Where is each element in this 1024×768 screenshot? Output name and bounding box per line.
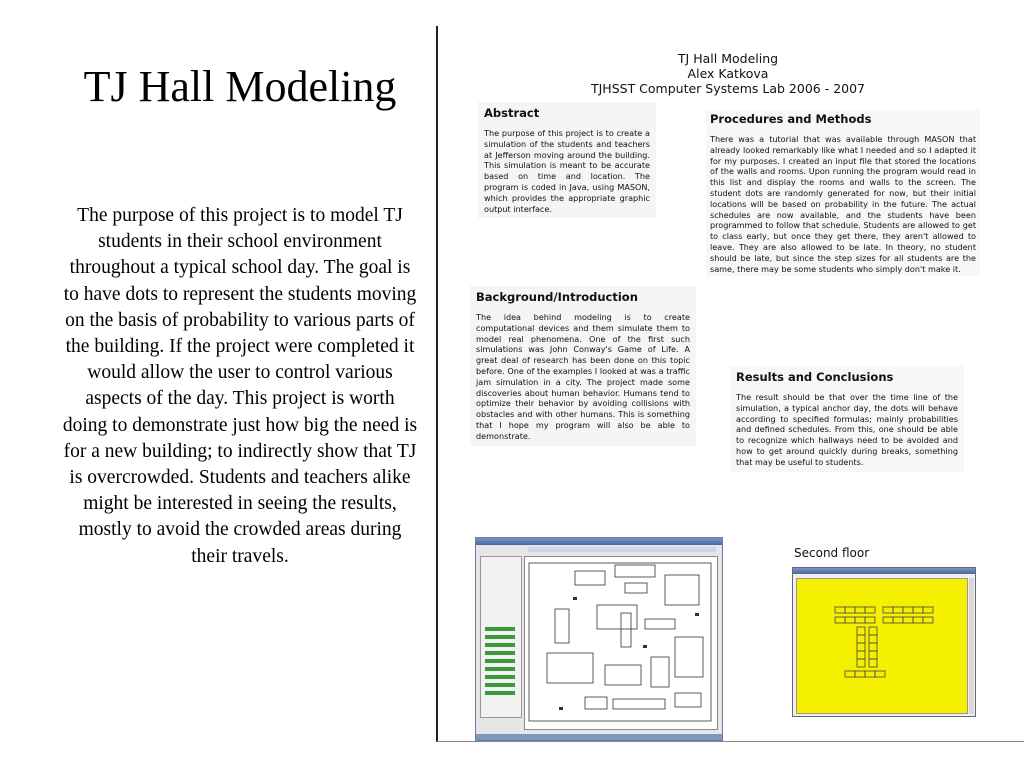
floor-plan-drawing bbox=[525, 557, 715, 727]
first-floor-screenshot bbox=[475, 537, 723, 741]
window-titlebar bbox=[793, 568, 975, 574]
poster-title: TJ Hall Modeling bbox=[677, 51, 779, 66]
window-titlebar bbox=[476, 538, 722, 545]
slide-title: TJ Hall Modeling bbox=[83, 62, 397, 111]
procedures-heading: Procedures and Methods bbox=[710, 112, 872, 126]
window-toolbar bbox=[528, 547, 716, 552]
second-floor-canvas bbox=[796, 578, 968, 714]
second-floor-screenshot bbox=[792, 567, 976, 717]
console-panel bbox=[480, 556, 522, 718]
abstract-section bbox=[478, 102, 656, 218]
abstract-heading: Abstract bbox=[484, 106, 540, 120]
results-section bbox=[730, 366, 964, 472]
results-text: The result should be that over the time line of the simulation, a typical anchor day, the dots will behave according to specified formulas; mainly probabilities and defined schedules. From this, one should be able to recognize which hallways need to be avoided and how to get around quickly during breaks, something that may be useful to students. bbox=[736, 392, 958, 467]
second-floor-label: Second floor bbox=[794, 546, 870, 560]
background-section bbox=[470, 286, 696, 446]
poster-image bbox=[436, 26, 1024, 742]
floor-plan-canvas bbox=[524, 556, 718, 730]
slide-body-text: The purpose of this project is to model TJ students in their school environment throughout a typical school day. The goal is to have dots to represent the students moving on the basis of probability to various parts of the building. If the project were completed it would allow the user to control various aspects of the day. This project is worth doing to demonstrate just how big the need is for a new building; to indirectly show that TJ is overcrowded. Students and teachers alike might be interested in seeing the results, mostly to avoid the crowded areas during their travels. bbox=[62, 205, 418, 567]
poster-header bbox=[438, 51, 1024, 96]
background-text: The idea behind modeling is to create computational devices and them simulate them to model real phenomena. One of the first such simulations was John Conway's Game of Life. A great deal of research has been done on this topic before. One of the examples I looked at was a traffic jam simulation in a city. The project made some discoveries about human behavior. Humans tend to optimize their behavior by avoiding collisions with obstacles and with other humans. This is something that I hope my program will also be able to demonstrate. bbox=[476, 312, 690, 441]
poster-author: Alex Katkova bbox=[687, 66, 769, 81]
procedures-text: There was a tutorial that was available through MASON that already looked remarkably like what I needed and so I adapted it for my purposes. I created an input file that stored the locations of the walls and rooms. Upon running the program would read in this list and display the rooms and walls to the screen. The student dots are randomly generated for now, but their initial locations will be based on probability in the future. The actual schedules are now available, and the students have been programmed to follow that schedule. Students are allowed to get to class early, but once they get there, they aren't allowed to leave. They are also allowed to be late. In theory, no student should be late, but since the step sizes for all students are the same, there may be some students who simply don't make it. bbox=[710, 134, 976, 274]
abstract-text: The purpose of this project is to create a simulation of the students and teachers at Jefferson moving around the building. This simulation is meant to be accurate based on time and location. The program is coded in Java, using MASON, which provides the appropriate graphic output interface. bbox=[484, 128, 650, 214]
results-heading: Results and Conclusions bbox=[736, 370, 894, 384]
procedures-section bbox=[706, 110, 980, 276]
scrollbar bbox=[969, 578, 974, 714]
taskbar bbox=[476, 734, 722, 740]
second-floor-plan bbox=[797, 579, 967, 713]
background-heading: Background/Introduction bbox=[476, 290, 638, 304]
poster-lab: TJHSST Computer Systems Lab 2006 - 2007 bbox=[590, 81, 866, 96]
